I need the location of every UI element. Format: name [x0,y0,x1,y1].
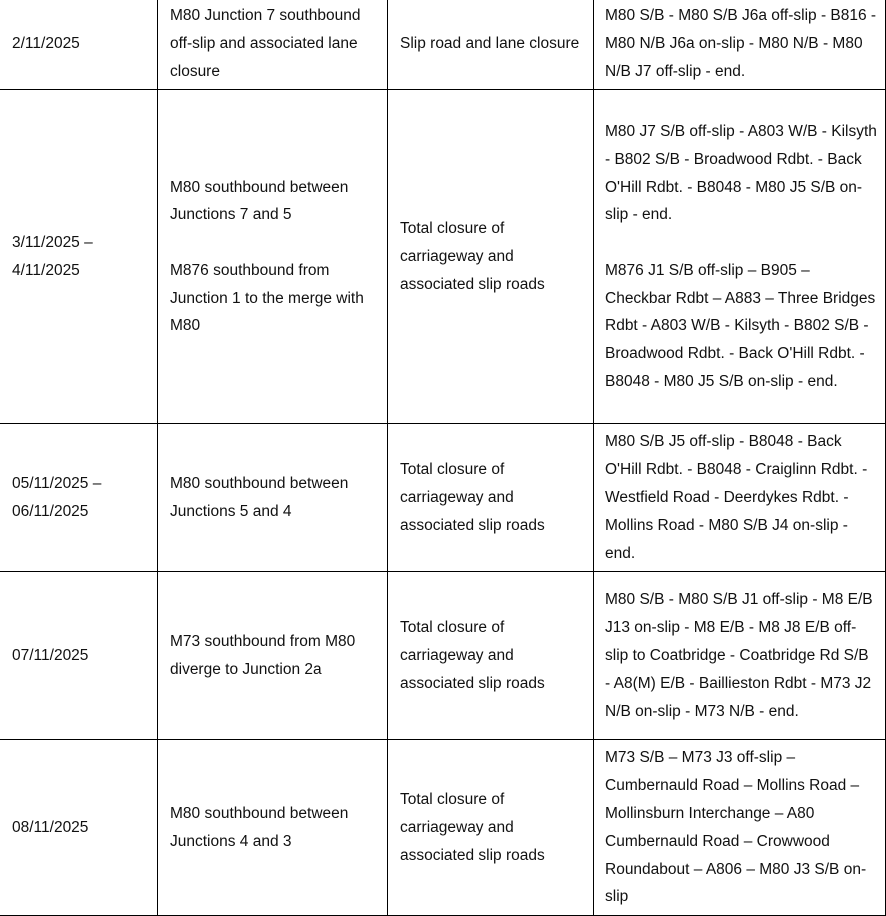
location-text: M80 southbound between Junctions 7 and 5 [170,178,349,224]
closure-type-cell: Total closure of carriageway and associated slip roads [388,424,594,572]
location-text: M80 Junction 7 southbound off-slip and associated lane closure [170,7,361,80]
table-row [0,572,886,740]
table-row [0,740,886,916]
location-text: M80 southbound between Junctions 4 and 3 [170,804,349,850]
location-text: M73 southbound from M80 diverge to Junction 2a [170,633,356,678]
date-cell: 08/11/2025 [0,740,158,916]
diversion-text: M80 J7 S/B off-slip - A803 W/B - Kilsyth - B802 S/B - Broadwood Rdbt. - Back O'Hill Rdbt. - B8048 - M80 J5 S/B on-slip - end. [605,122,877,224]
date-cell: 3/11/2025 – 4/11/2025 [0,90,158,424]
closure-type-cell: Total closure of carriageway and associated slip roads [388,740,594,916]
date-cell: 2/11/2025 [0,0,158,90]
diversion-text: M80 S/B J5 off-slip - B8048 - Back O'Hill Rdbt. - B8048 - Craiglinn Rdbt. - Westfield Road - Deerdykes Rdbt. - Mollins Road - M80 S/B J4 on-slip - end. [605,433,868,562]
table-row [0,0,886,90]
diversion-text: M80 S/B - M80 S/B J1 off-slip - M8 E/B J13 on-slip - M8 E/B - M8 J8 E/B off-slip to Coatbridge - Coatbridge Rd S/B - A8(M) E/B - Baillieston Rdbt - M73 J2 N/B on-slip - M73 N/B - end. [605,591,873,720]
paragraph-gap [170,229,377,257]
paragraph-gap [605,229,877,257]
location-text: M876 southbound from Junction 1 to the merge with M80 [170,261,364,335]
location-text: M80 southbound between Junctions 5 and 4 [170,475,349,520]
closure-type-cell: Slip road and lane closure [388,0,594,90]
diversion-route-cell [594,424,886,572]
table-row [0,424,886,572]
diversion-route-cell [594,90,886,424]
location-cell [158,90,388,424]
location-cell [158,572,388,740]
diversion-route-cell [594,572,886,740]
date-cell: 07/11/2025 [0,572,158,740]
location-cell [158,0,388,90]
diversion-route-cell [594,0,886,90]
location-cell [158,424,388,572]
location-cell [158,740,388,916]
diversion-text: M73 S/B – M73 J3 off-slip – Cumbernauld Road – Mollins Road – Mollinsburn Interchange – A80 Cumbernauld Road – Crowwood Roundabout – A806 – M80 J3 S/B on-slip [605,749,867,906]
diversion-route-cell [594,740,886,916]
date-cell: 05/11/2025 – 06/11/2025 [0,424,158,572]
table-row [0,90,886,424]
diversion-text: M876 J1 S/B off-slip – B905 – Checkbar Rdbt – A883 – Three Bridges Rdbt - A803 W/B - Kilsyth - B802 S/B - Broadwood Rdbt. - Back O'Hill Rdbt. - B8048 - M80 J5 S/B on-slip - end. [605,261,876,391]
diversion-text: M80 S/B - M80 S/B J6a off-slip - B816 - M80 N/B J6a on-slip - M80 N/B - M80 N/B J7 off-slip - end. [605,7,877,80]
closure-type-cell: Total closure of carriageway and associated slip roads [388,90,594,424]
closure-type-cell: Total closure of carriageway and associated slip roads [388,572,594,740]
